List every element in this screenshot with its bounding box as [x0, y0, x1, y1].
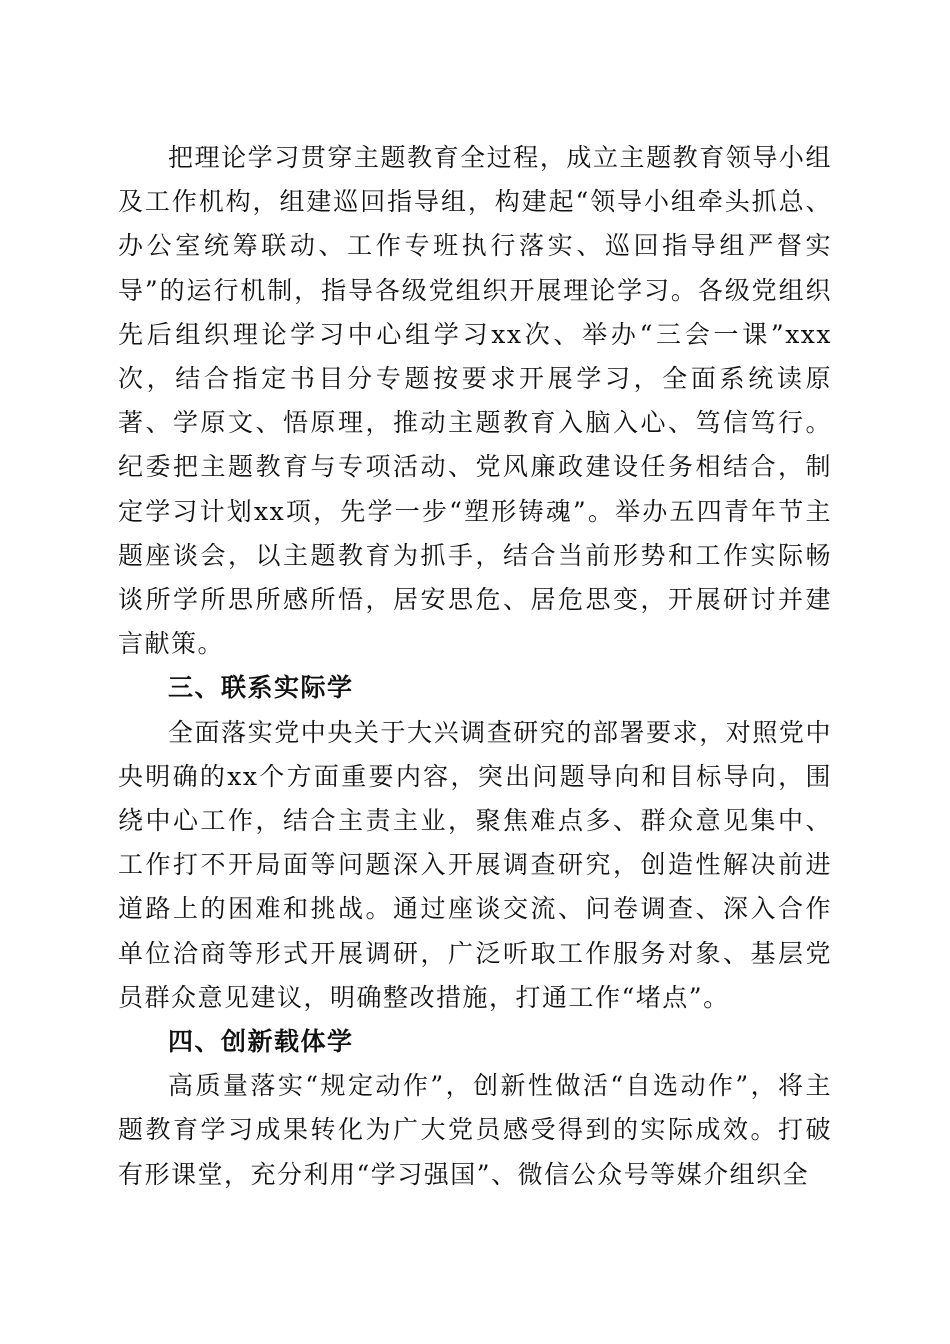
document-body: [118, 136, 832, 1197]
paragraph-innovative-study: 高质量落实“规定动作”，创新性做活“自选动作”，将主题教育学习成果转化为广大党员感受得到的实际成效。打破有形课堂，充分利用“学习强国”、微信公众号等媒介组织全: [118, 1071, 833, 1189]
paragraph-practical-study: 全面落实党中央关于大兴调查研究的部署要求，对照党中央明确的xx个方面重要内容，突出问题导向和目标导向，围绕中心工作，结合主责主业，聚焦难点多、群众意见集中、工作打不开局面等问题深入开展调查研究，创造性解决前进道路上的困难和挑战。通过座谈交流、问卷调查、深入合作单位洽商等形式开展调研，广泛听取工作服务对象、基层党员群众意见建议，明确整改措施，打通工作“堵点”。: [118, 717, 832, 1012]
paragraph-theory-study: 把理论学习贯穿主题教育全过程，成立主题教育领导小组及工作机构，组建巡回指导组，构建起“领导小组牵头抓总、办公室统筹联动、工作专班执行落实、巡回指导组严督实导”的运行机制，指导各级党组织开展理论学习。各级党组织先后组织理论学习中心组学习xx次、举办“三会一课”xxx次，结合指定书目分专题按要求开展学习，全面系统读原著、学原文、悟原理，推动主题教育入脑入心、笃信笃行。纪委把主题教育与专项活动、党风廉政建设任务相结合，制定学习计划xx项，先学一步“塑形铸魂”。举办五四青年节主题座谈会，以主题教育为抓手，结合当前形势和工作实际畅谈所学所思所感所悟，居安思危、居危思变，开展研讨并建言献策。: [118, 143, 832, 659]
section-heading-3: 三、联系实际学: [168, 673, 354, 703]
section-heading-4: 四、创新载体学: [168, 1027, 354, 1057]
